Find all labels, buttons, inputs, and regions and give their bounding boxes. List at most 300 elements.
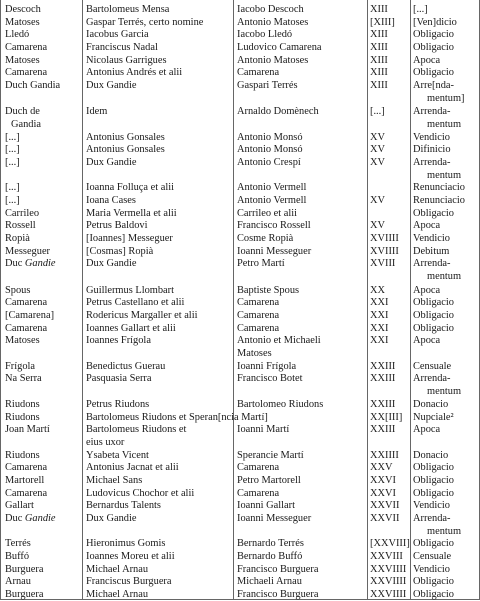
- table-row: [1, 257, 480, 282]
- table-cell-c3: [370, 296, 408, 309]
- cell-line: Camarena: [5, 323, 48, 334]
- table-row: [1, 66, 480, 79]
- cell-line: Antonio Monsó: [237, 144, 303, 155]
- cell-line: Carrileo: [5, 208, 40, 219]
- table-row: [1, 474, 480, 487]
- table-cell-c4: [413, 372, 479, 398]
- table-cell-c3: [370, 232, 408, 245]
- table-cell-c3: [370, 41, 408, 54]
- table-cell-c4: [413, 398, 479, 411]
- table-cell-c0: [5, 232, 80, 245]
- cell-line: Petrus Riudons: [86, 399, 150, 410]
- cell-line: Antonio Vermell: [237, 195, 307, 206]
- cell-line: Camarena: [237, 462, 280, 473]
- table-row: [1, 41, 480, 54]
- cell-line: Obligacio: [413, 42, 454, 53]
- table-cell-c1: [86, 575, 232, 588]
- table-cell-c3: [370, 423, 408, 436]
- cell-line: XXVIII: [370, 551, 403, 562]
- cell-line: mentum: [427, 170, 462, 181]
- cell-line: Franciscus Nadal: [86, 42, 158, 53]
- table-cell-c4: [413, 156, 479, 182]
- table-cell-c2: [237, 372, 365, 385]
- table-cell-c2: [237, 194, 365, 207]
- cell-line: XXIII: [370, 424, 396, 435]
- cell-line: Matoses: [5, 55, 40, 66]
- table-cell-c3: [370, 461, 408, 474]
- cell-line: XV: [370, 157, 386, 168]
- cell-line: Arre[nda-: [413, 80, 454, 91]
- table-row: [1, 143, 480, 156]
- cell-line: Obligacio: [413, 297, 454, 308]
- table-cell-c3: [370, 79, 408, 92]
- cell-line: XXVI: [370, 488, 396, 499]
- cell-line: Antonius Gonsales: [86, 132, 165, 143]
- table-cell-c0: [5, 474, 80, 487]
- cell-line: Joan Martí: [5, 424, 50, 435]
- cell-line: Antonio Monsó: [237, 132, 303, 143]
- table-cell-c1: [86, 423, 232, 449]
- table-cell-c2: [237, 461, 365, 474]
- cell-line: Duc Gandie: [5, 258, 56, 269]
- cell-line: XXVII: [370, 513, 400, 524]
- cell-line: XXVIIII: [370, 576, 407, 587]
- table-cell-c2: [237, 156, 365, 169]
- cell-line: Dux Gandie: [86, 258, 137, 269]
- table-cell-c3: [370, 499, 408, 512]
- cell-line: Obligacio: [413, 310, 454, 321]
- table-cell-c3: [370, 194, 408, 207]
- cell-line: Apoca: [413, 424, 441, 435]
- table-cell-c2: [237, 181, 365, 194]
- cell-line: Bartolomeo Riudons: [237, 399, 324, 410]
- table-cell-c4: [413, 537, 479, 550]
- cell-line: XXVIIII: [370, 564, 407, 575]
- table-cell-c4: [413, 588, 479, 601]
- cell-line: Burguera: [5, 589, 44, 600]
- cell-line: Baptiste Spous: [237, 285, 300, 296]
- cell-line: Ioanni Martí: [237, 424, 290, 435]
- table-cell-c0: [5, 550, 80, 563]
- cell-line: Antonius Andrés et alii: [86, 67, 183, 78]
- table-cell-c4: [413, 334, 479, 347]
- table-cell-c2: [237, 232, 365, 245]
- cell-line: XIII: [370, 55, 388, 66]
- cell-line: Dux Gandie: [86, 157, 137, 168]
- cell-line: Arrenda-: [413, 373, 451, 384]
- cell-line: Donacio: [413, 450, 449, 461]
- table-cell-c1: [86, 232, 232, 245]
- table-cell-c0: [5, 79, 80, 92]
- table-cell-c4: [413, 105, 479, 131]
- table-cell-c4: [413, 194, 479, 207]
- table-cell-c2: [237, 41, 365, 54]
- cell-line: Camarena: [237, 67, 280, 78]
- cell-line: [Ven]dicio: [413, 17, 457, 28]
- table-cell-c1: [86, 219, 232, 232]
- table-row: [1, 575, 480, 588]
- cell-line: Duc Gandie: [5, 513, 56, 524]
- table-cell-c1: [86, 105, 232, 118]
- table-cell-c1: [86, 461, 232, 474]
- cell-line: Difinicio: [413, 144, 451, 155]
- table-row: [1, 372, 480, 397]
- cell-line: Arnaldo Domènech: [237, 106, 319, 117]
- cell-line: Ioanna Folluça et alii: [86, 182, 175, 193]
- table-cell-c0: [5, 105, 80, 131]
- table-row: [1, 3, 480, 16]
- cell-line: Renunciacio: [413, 195, 465, 206]
- cell-line: mentum: [427, 386, 462, 397]
- table-cell-c2: [237, 257, 365, 270]
- table-row: [1, 181, 480, 194]
- cell-line: Ludovico Camarena: [237, 42, 322, 53]
- cell-line: Idem: [86, 106, 108, 117]
- cell-line: XVIII: [370, 258, 396, 269]
- cell-line: Ioanni Messeguer: [237, 246, 312, 257]
- cell-line: Arrenda-: [413, 513, 451, 524]
- cell-line: mentum: [427, 526, 462, 537]
- cell-line: Bartolomeus Riudons et Speran[ncia Martí]: [86, 412, 268, 423]
- cell-line: Michael Arnau: [86, 589, 149, 600]
- table-cell-c0: [5, 423, 80, 436]
- table-cell-c4: [413, 28, 479, 41]
- cell-line: Obligacio: [413, 589, 454, 600]
- table-row: [1, 219, 480, 232]
- cell-line: Frígola: [5, 361, 36, 372]
- cell-line: Obligacio: [413, 208, 454, 219]
- cell-line: Antonio et Michaeli: [237, 335, 321, 346]
- table-cell-c4: [413, 41, 479, 54]
- table-cell-c2: [237, 588, 365, 601]
- table-cell-c2: [237, 423, 365, 436]
- cell-line: Gaspar Terrés, certo nomine: [86, 17, 204, 28]
- table-cell-c1: [86, 537, 232, 550]
- cell-line: Debitum: [413, 246, 450, 257]
- cell-line: Ioannes Gallart et alii: [86, 323, 176, 334]
- cell-line: Iacobus Garcia: [86, 29, 149, 40]
- table-cell-c0: [5, 181, 80, 194]
- cell-line: Iacobo Lledó: [237, 29, 293, 40]
- cell-line: Arnau: [5, 576, 31, 587]
- table-cell-c0: [5, 512, 80, 525]
- table-cell-c3: [370, 550, 408, 563]
- cell-line: Petro Martorell: [237, 475, 301, 486]
- table-cell-c1: [86, 550, 232, 563]
- table-cell-c3: [370, 219, 408, 232]
- table-cell-c0: [5, 461, 80, 474]
- cell-line: Martorell: [5, 475, 45, 486]
- table-cell-c2: [237, 66, 365, 79]
- cell-line: [Cosmas] Ropià: [86, 246, 154, 257]
- cell-line: Francisco Botet: [237, 373, 303, 384]
- table-cell-c0: [5, 537, 80, 550]
- cell-line: Ysabeta Vicent: [86, 450, 149, 461]
- cell-line: XIII: [370, 4, 388, 15]
- cell-line: Obligacio: [413, 538, 454, 549]
- cell-line: Camarena: [5, 67, 48, 78]
- table-cell-c4: [413, 232, 479, 245]
- table-cell-c3: [370, 3, 408, 16]
- cell-line: Matoses: [237, 348, 272, 359]
- table-cell-c2: [237, 550, 365, 563]
- table-row: [1, 512, 480, 537]
- cell-line: Sperancie Martí: [237, 450, 304, 461]
- table-cell-c0: [5, 143, 80, 156]
- table-cell-c1: [86, 309, 232, 322]
- cell-line: Guillermus Llombart: [86, 285, 175, 296]
- table-cell-c2: [237, 499, 365, 512]
- table-cell-c3: [370, 156, 408, 169]
- cell-line: Arrenda-: [413, 106, 451, 117]
- cell-line: Nicolaus Garrigues: [86, 55, 167, 66]
- table-cell-c4: [413, 143, 479, 156]
- table-cell-c4: [413, 309, 479, 322]
- cell-line: XV: [370, 195, 386, 206]
- table-cell-c1: [86, 372, 232, 385]
- table-cell-c4: [413, 79, 479, 105]
- table-cell-c0: [5, 372, 80, 385]
- table-cell-c2: [237, 537, 365, 550]
- cell-line: Camarena: [5, 42, 48, 53]
- cell-line: Petrus Castellano et alii: [86, 297, 185, 308]
- cell-line: Maria Vermella et alii: [86, 208, 177, 219]
- cell-line: XXIII: [370, 373, 396, 384]
- cell-line: Francisco Rossell: [237, 220, 311, 231]
- cell-line: Obligacio: [413, 488, 454, 499]
- table-row: [1, 537, 480, 550]
- table-cell-c0: [5, 398, 80, 411]
- cell-line: Petro Martí: [237, 258, 285, 269]
- cell-line: Vendicio: [413, 500, 450, 511]
- table-cell-c4: [413, 499, 479, 512]
- cell-line: XXIIII: [370, 450, 399, 461]
- table-cell-c4: [413, 181, 479, 194]
- cell-line: Hieronimus Gomis: [86, 538, 166, 549]
- cell-line: Descoch: [5, 4, 41, 15]
- cell-line: Bartolomeus Riudons et: [86, 424, 187, 435]
- table-cell-c1: [86, 3, 232, 16]
- table-cell-c2: [237, 512, 365, 525]
- table-cell-c1: [86, 156, 232, 169]
- cell-line: [...]: [413, 4, 428, 15]
- cell-line: Obligacio: [413, 323, 454, 334]
- cell-line: mentum: [427, 271, 462, 282]
- table-cell-c2: [237, 575, 365, 588]
- table-cell-c1: [86, 79, 232, 92]
- table-cell-c1: [86, 41, 232, 54]
- table-cell-c4: [413, 423, 479, 436]
- cell-line: Censuale: [413, 551, 452, 562]
- table-cell-c3: [370, 398, 408, 411]
- table-cell-c1: [86, 194, 232, 207]
- cell-line: Gandia: [11, 119, 42, 130]
- cell-line: XV: [370, 144, 386, 155]
- table-cell-c1: [86, 66, 232, 79]
- cell-line: Antonius Jacnat et alii: [86, 462, 179, 473]
- cell-line: Camarena: [237, 323, 280, 334]
- cell-line: Riudons: [5, 399, 40, 410]
- table-cell-c3: [370, 309, 408, 322]
- table-cell-c1: [86, 499, 232, 512]
- cell-line: Michael Sans: [86, 475, 143, 486]
- cell-line: XXIII: [370, 361, 396, 372]
- cell-line: XV: [370, 220, 386, 231]
- cell-line: Michaeli Arnau: [237, 576, 302, 587]
- cell-line: Antonio Vermell: [237, 182, 307, 193]
- cell-line: Duch Gandia: [5, 80, 61, 91]
- cell-line: Antonio Matoses: [237, 17, 309, 28]
- table-cell-c2: [237, 219, 365, 232]
- cell-line: [...]: [5, 195, 20, 206]
- table-cell-c1: [86, 588, 232, 601]
- table-cell-c2: [237, 3, 365, 16]
- table-cell-c4: [413, 512, 479, 538]
- table-cell-c0: [5, 588, 80, 601]
- table-cell-c3: [370, 66, 408, 79]
- cell-line: [...]: [5, 157, 20, 168]
- cell-line: Obligacio: [413, 67, 454, 78]
- table-cell-c0: [5, 309, 80, 322]
- cell-line: Bartolomeus Mensa: [86, 4, 170, 15]
- cell-line: Camarena: [5, 297, 48, 308]
- cell-line: XXV: [370, 462, 393, 473]
- cell-line: Cosme Ropià: [237, 233, 294, 244]
- cell-line: XIII: [370, 67, 388, 78]
- table-cell-c0: [5, 28, 80, 41]
- cell-line: mentum]: [427, 93, 465, 104]
- table-cell-c2: [237, 105, 365, 118]
- cell-line: Riudons: [5, 450, 40, 461]
- table-row: [1, 296, 480, 309]
- cell-line: XIII: [370, 80, 388, 91]
- cell-line: Buffó: [5, 551, 30, 562]
- cell-line: Renunciacio: [413, 182, 465, 193]
- table-row: [1, 156, 480, 181]
- cell-line: Ioana Cases: [86, 195, 136, 206]
- table-cell-c3: [370, 372, 408, 385]
- table-cell-c4: [413, 3, 479, 16]
- cell-line: Francisco Burguera: [237, 564, 319, 575]
- table-cell-c3: [370, 28, 408, 41]
- cell-line: Gallart: [5, 500, 34, 511]
- cell-line: Riudons: [5, 412, 40, 423]
- cell-line: XXVII: [370, 500, 400, 511]
- table-row: [1, 28, 480, 41]
- cell-line: XXVIIII: [370, 589, 407, 600]
- cell-line: Bernardo Buffó: [237, 551, 303, 562]
- table-cell-c2: [237, 398, 365, 411]
- cell-line: Ludovicus Chochor et alii: [86, 488, 195, 499]
- cell-line: eius uxor: [86, 437, 125, 448]
- table-cell-c4: [413, 257, 479, 283]
- table-row: [1, 309, 480, 322]
- cell-line: Pasquasia Serra: [86, 373, 152, 384]
- table-cell-c2: [237, 334, 365, 360]
- table-cell-c0: [5, 41, 80, 54]
- cell-line: Francisco Burguera: [237, 589, 319, 600]
- cell-line: [Ioannes] Messeguer: [86, 233, 173, 244]
- cell-line: Apoca: [413, 220, 441, 231]
- cell-italic: Gandie: [24, 513, 56, 524]
- cell-line: Rossell: [5, 220, 36, 231]
- cell-line: XX[III]: [370, 412, 403, 423]
- cell-line: Bernardus Talents: [86, 500, 161, 511]
- cell-line: Franciscus Burguera: [86, 576, 172, 587]
- cell-line: Apoca: [413, 55, 441, 66]
- table-cell-c3: [370, 474, 408, 487]
- cell-line: Censuale: [413, 361, 452, 372]
- cell-line: Ioannes Moreu et alii: [86, 551, 175, 562]
- cell-line: Matoses: [5, 17, 40, 28]
- table-cell-c4: [413, 219, 479, 232]
- cell-line: mentum: [427, 119, 462, 130]
- cell-line: Antonio Crespí: [237, 157, 301, 168]
- cell-line: Terrés: [5, 538, 31, 549]
- cell-line: Michael Arnau: [86, 564, 149, 575]
- table-cell-c4: [413, 296, 479, 309]
- cell-line: Benedictus Guerau: [86, 361, 166, 372]
- cell-line: Apoca: [413, 335, 441, 346]
- cell-line: Donacio: [413, 399, 449, 410]
- table-row: [1, 499, 480, 512]
- table-row: [1, 423, 480, 448]
- cell-line: Lledó: [5, 29, 30, 40]
- cell-line: [...]: [5, 132, 20, 143]
- table-cell-c1: [86, 398, 232, 411]
- table-cell-c3: [370, 143, 408, 156]
- table-cell-c4: [413, 474, 479, 487]
- cell-line: XXIII: [370, 399, 396, 410]
- table-row: [1, 105, 480, 130]
- table-cell-c4: [413, 550, 479, 563]
- cell-line: XXI: [370, 335, 389, 346]
- cell-line: Carrileo et alii: [237, 208, 298, 219]
- cell-line: XV: [370, 132, 386, 143]
- cell-line: XXI: [370, 323, 389, 334]
- table-row: [1, 194, 480, 207]
- cell-line: Ioanni Gallart: [237, 500, 295, 511]
- table-cell-c1: [86, 296, 232, 309]
- table-cell-c2: [237, 309, 365, 322]
- table-cell-c2: [237, 143, 365, 156]
- table-cell-c2: [237, 79, 365, 92]
- table-cell-c1: [86, 143, 232, 156]
- cell-line: Vendicio: [413, 233, 450, 244]
- cell-line: Bernardo Terrés: [237, 538, 304, 549]
- cell-line: Camarena: [237, 488, 280, 499]
- cell-line: Ropià: [5, 233, 30, 244]
- cell-line: Rodericus Margaller et alii: [86, 310, 198, 321]
- cell-line: XIII: [370, 29, 388, 40]
- table-cell-c0: [5, 194, 80, 207]
- table-cell-c0: [5, 219, 80, 232]
- table-row: [1, 232, 480, 245]
- table-cell-c3: [370, 105, 408, 118]
- cell-line: Petrus Baldovi: [86, 220, 148, 231]
- cell-line: Gaspari Terrés: [237, 80, 298, 91]
- table-cell-c0: [5, 66, 80, 79]
- cell-line: [...]: [370, 106, 385, 117]
- table-cell-c4: [413, 66, 479, 79]
- cell-italic: Gandie: [24, 258, 56, 269]
- cell-line: [...]: [5, 182, 20, 193]
- cell-line: Duch de: [5, 106, 40, 117]
- cell-line: Camarena: [237, 310, 280, 321]
- table-cell-c0: [5, 156, 80, 169]
- cell-line: Vendicio: [413, 132, 450, 143]
- table-row: [1, 550, 480, 563]
